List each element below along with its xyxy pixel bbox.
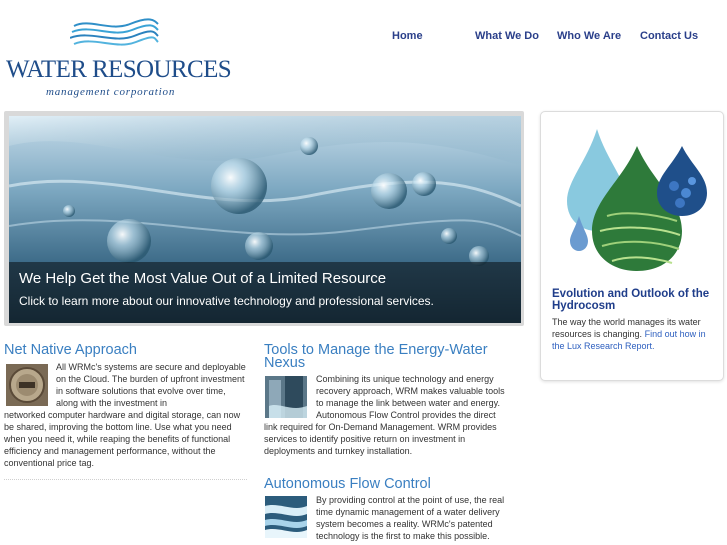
nav-who-we-are[interactable]: Who We Are — [557, 30, 622, 42]
hero-subtitle[interactable]: Click to learn more about our innovative technology and professional services. — [19, 294, 434, 308]
water-drops-image — [552, 121, 711, 276]
main-nav — [0, 30, 727, 44]
water-pipe-icon — [265, 376, 307, 418]
tools-title-line1[interactable]: Tools to Manage the Energy-Water — [264, 342, 488, 358]
autonomous-title[interactable]: Autonomous Flow Control — [264, 476, 431, 492]
nav-what-we-do[interactable]: What We Do — [475, 30, 539, 42]
tools-title-line2[interactable]: Nexus — [264, 355, 306, 371]
net-native-body: networked computer hardware and digital storage, can now be shared, improving the bottom line. Use what you need when you need it, while reaping the benefits of functional efficiency and management performance, without the conventional price tag. — [4, 410, 241, 468]
net-native-lead: All WRMc's systems are secure and deployable on the Cloud. The burden of upfront investment in software solutions that evolve over time, along with the investment in — [56, 362, 246, 408]
report-promo — [540, 111, 724, 381]
autonomous-body: By providing control at the point of use, the real time dynamic management of a water delivery system becomes a reality. WRMc's patented technology is the first to make this possible. — [316, 495, 505, 541]
brand-tagline: management corporation — [46, 86, 176, 98]
report-title[interactable]: Evolution and Outlook of the Hydrocosm — [552, 288, 710, 312]
report-text — [552, 316, 720, 352]
brand-name: WATER RESOURCES — [6, 56, 232, 83]
divider — [4, 479, 247, 480]
hero-title: We Help Get the Most Value Out of a Limited Resource — [19, 270, 387, 287]
hero-caption — [9, 262, 521, 323]
hero-image — [9, 116, 521, 323]
nav-contact-us[interactable]: Contact Us — [640, 30, 699, 42]
report-description: The way the world manages its water resources is changing. — [552, 317, 701, 339]
water-meter-icon — [6, 364, 48, 406]
tools-lead: Combining its unique technology and energy recovery approach, WRM makes valuable tools to manage the link between water and energy. Autonomous Flow Control provides the direct — [316, 374, 505, 420]
report-link[interactable]: Find out how in the Lux Research Report. — [552, 329, 706, 351]
waterfall-icon — [265, 496, 307, 538]
net-native-title[interactable]: Net Native Approach — [4, 342, 137, 358]
tools-body: link required for On-Demand Management. WRM provides services to identify positive return on investment in deployments and turnkey installation. — [264, 422, 497, 456]
nav-home[interactable]: Home — [392, 30, 423, 42]
hero-banner[interactable] — [4, 111, 524, 326]
